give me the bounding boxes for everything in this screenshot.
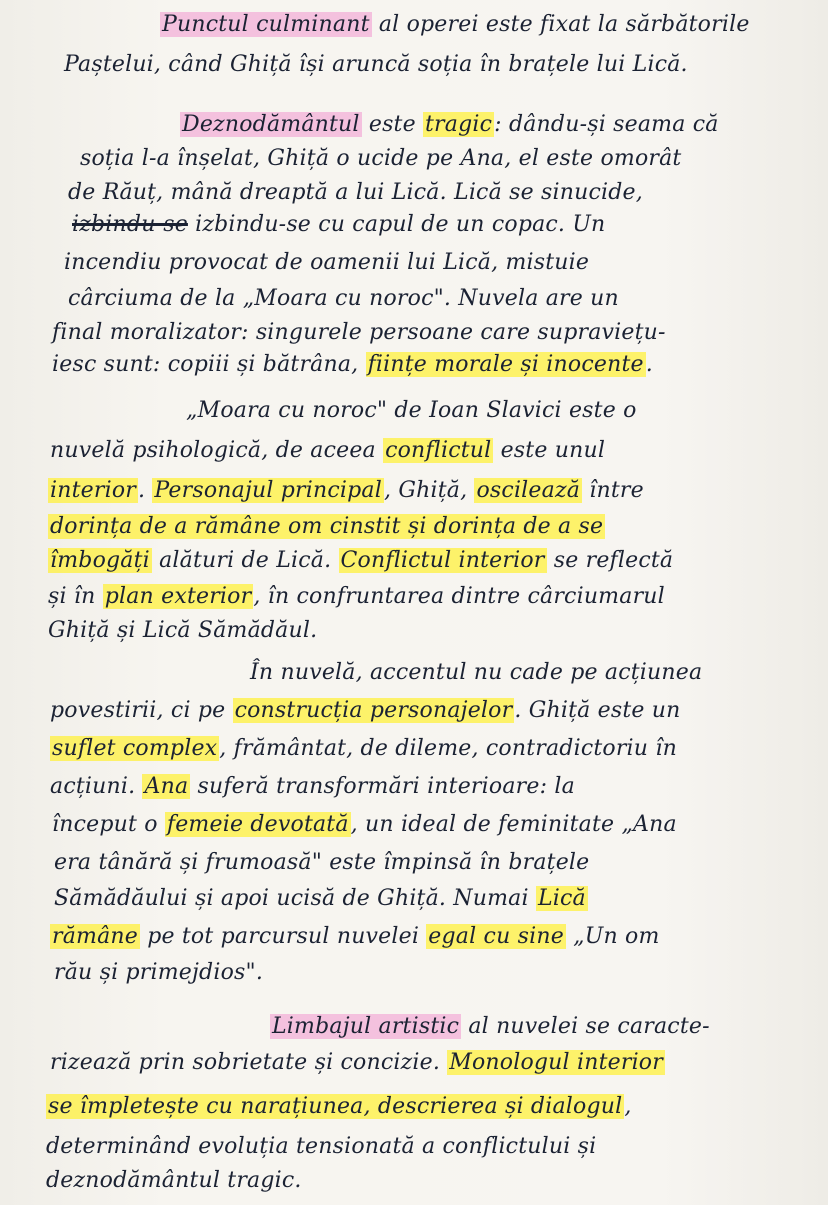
text-segment: între bbox=[582, 478, 644, 503]
text-line bbox=[0, 886, 828, 922]
text-segment: În nuvelă, accentul nu cade pe acțiunea bbox=[250, 660, 703, 685]
text-line bbox=[0, 438, 828, 474]
text-segment: . Ghiță este un bbox=[514, 698, 681, 723]
text-line bbox=[0, 850, 828, 886]
text-segment: . bbox=[137, 478, 153, 503]
text-segment: rizează prin sobrietate și concizie. bbox=[50, 1050, 448, 1075]
text-line bbox=[0, 812, 828, 848]
text-segment: izbindu-se bbox=[72, 212, 188, 237]
text-line bbox=[0, 180, 828, 216]
text-line bbox=[0, 698, 828, 734]
text-line bbox=[0, 514, 828, 550]
text-line bbox=[0, 736, 828, 772]
text-line bbox=[0, 112, 828, 148]
text-segment: început o bbox=[52, 812, 165, 837]
text-segment: dorința de a rămâne om cinstit și dorința de a se bbox=[50, 514, 604, 539]
text-segment: Lică bbox=[537, 886, 586, 911]
text-segment: al operei este fixat la sărbătorile bbox=[371, 12, 750, 37]
text-segment: femeie devotată bbox=[166, 812, 349, 837]
text-segment: se reflectă bbox=[546, 548, 674, 573]
text-line bbox=[0, 1168, 828, 1204]
text-segment: tragic bbox=[425, 112, 493, 137]
text-segment: plan exterior bbox=[104, 584, 252, 609]
text-line bbox=[0, 1050, 828, 1086]
text-segment: Ghiță și Lică Sămădăul. bbox=[48, 618, 318, 643]
text-segment: al nuvelei se caracte- bbox=[461, 1014, 710, 1039]
text-segment: acțiuni. bbox=[50, 774, 143, 799]
text-segment: construcția personajelor bbox=[234, 698, 513, 723]
text-segment: Limbajul artistic bbox=[272, 1014, 460, 1039]
text-segment: se împletește cu narațiunea, descrierea și dialogul bbox=[48, 1094, 623, 1119]
text-line bbox=[0, 146, 828, 182]
text-segment: nuvelă psihologică, de aceea bbox=[50, 438, 384, 463]
text-segment: Deznodământul bbox=[182, 112, 360, 137]
text-segment: era tânără și frumoasă" este împinsă în brațele bbox=[54, 850, 590, 875]
text-segment: : dându-și seama că bbox=[494, 112, 719, 137]
text-segment: povestirii, ci pe bbox=[50, 698, 233, 723]
text-segment: iesc sunt: copiii și bătrâna, bbox=[52, 352, 366, 377]
text-line bbox=[0, 548, 828, 584]
text-line bbox=[0, 52, 828, 88]
text-line bbox=[0, 924, 828, 960]
text-segment: final moralizator: singurele persoane care supraviețu- bbox=[52, 320, 666, 345]
text-segment: de Răuț, mână dreaptă a lui Lică. Lică se sinucide, bbox=[68, 180, 643, 205]
text-segment: interior bbox=[50, 478, 136, 503]
text-segment: incendiu provocat de oamenii lui Lică, mistuie bbox=[64, 250, 590, 275]
text-segment: „Un om bbox=[565, 924, 660, 949]
text-segment: este unul bbox=[493, 438, 606, 463]
text-segment: și în bbox=[48, 584, 103, 609]
text-line bbox=[0, 584, 828, 620]
text-segment: Paștelui, când Ghiță își aruncă soția în brațele lui Lică. bbox=[64, 52, 688, 77]
text-line bbox=[0, 212, 828, 248]
text-line bbox=[0, 660, 828, 696]
text-segment: îmbogăți bbox=[50, 548, 150, 573]
text-line bbox=[0, 1094, 828, 1130]
text-segment: Punctul culminant bbox=[162, 12, 370, 37]
text-segment: , Ghiță, bbox=[383, 478, 475, 503]
text-line bbox=[0, 774, 828, 810]
text-segment: Monologul interior bbox=[449, 1050, 663, 1075]
text-segment: Ana bbox=[144, 774, 189, 799]
text-segment: deznodământul tragic. bbox=[46, 1168, 302, 1193]
text-segment: alături de Lică. bbox=[151, 548, 339, 573]
text-segment: cârciuma de la „Moara cu noroc". Nuvela are un bbox=[68, 286, 619, 311]
text-segment: , un ideal de feminitate „Ana bbox=[350, 812, 677, 837]
text-line bbox=[0, 1134, 828, 1170]
text-segment: . bbox=[645, 352, 653, 377]
text-segment: , în confruntarea dintre cârciumarul bbox=[253, 584, 665, 609]
text-segment: „Moara cu noroc" de Ioan Slavici este o bbox=[186, 398, 637, 423]
text-segment: oscilează bbox=[476, 478, 581, 503]
text-segment: Sămădăului și apoi ucisă de Ghiță. Numai bbox=[54, 886, 536, 911]
text-line bbox=[0, 12, 828, 48]
text-segment: suferă transformări interioare: la bbox=[190, 774, 575, 799]
text-segment: ființe morale și inocente bbox=[367, 352, 644, 377]
text-segment: soția l-a înșelat, Ghiță o ucide pe Ana, el este omorât bbox=[80, 146, 682, 171]
text-line bbox=[0, 250, 828, 286]
text-segment: conflictul bbox=[385, 438, 492, 463]
text-segment: , bbox=[624, 1094, 632, 1119]
text-segment: pe tot parcursul nuvelei bbox=[140, 924, 427, 949]
text-line bbox=[0, 286, 828, 322]
text-line bbox=[0, 352, 828, 388]
text-line bbox=[0, 320, 828, 356]
text-segment: Personajul principal bbox=[154, 478, 382, 503]
text-segment: este bbox=[361, 112, 424, 137]
text-segment: suflet complex bbox=[52, 736, 218, 761]
text-segment: rămâne bbox=[52, 924, 138, 949]
text-line bbox=[0, 398, 828, 434]
text-line bbox=[0, 478, 828, 514]
text-line bbox=[0, 618, 828, 654]
text-segment: izbindu-se cu capul de un copac. Un bbox=[187, 212, 606, 237]
text-segment: , frământat, de dileme, contradictoriu în bbox=[219, 736, 677, 761]
text-line bbox=[0, 960, 828, 996]
text-segment: rău și primejdios". bbox=[54, 960, 264, 985]
text-segment: Conflictul interior bbox=[340, 548, 545, 573]
text-line bbox=[0, 1014, 828, 1050]
text-segment: determinând evoluția tensionată a conflictului și bbox=[46, 1134, 597, 1159]
text-segment: egal cu sine bbox=[428, 924, 564, 949]
